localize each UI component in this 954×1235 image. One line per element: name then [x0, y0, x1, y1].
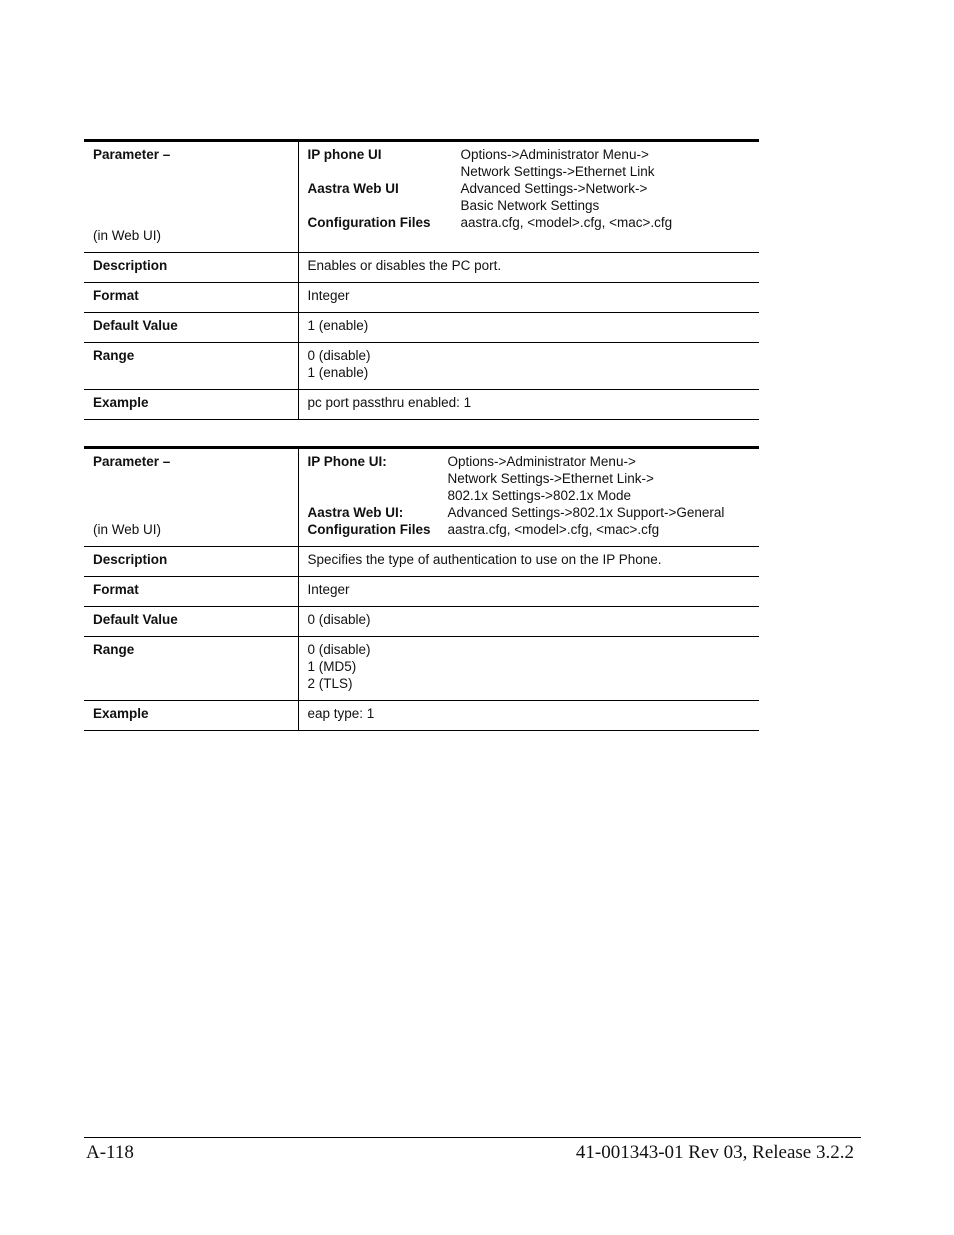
- locations-cell: [298, 448, 759, 547]
- range-row: [84, 637, 759, 701]
- parameter-row: [84, 448, 759, 547]
- default-value-row: [84, 313, 759, 343]
- row-value: [298, 283, 759, 313]
- row-value: [298, 547, 759, 577]
- row-label: Format: [84, 577, 298, 607]
- location-line: 802.1x Settings->802.1x Mode: [447, 488, 631, 503]
- row-value: [298, 607, 759, 637]
- example-row: [84, 701, 759, 731]
- row-value: [298, 701, 759, 731]
- row-line: 0 (disable): [307, 612, 371, 627]
- location-key: Aastra Web UI: [307, 181, 399, 196]
- parameter-row: [84, 141, 759, 253]
- locations-grid: [308, 146, 754, 231]
- row-value: [298, 343, 759, 390]
- row-label: Example: [84, 701, 298, 731]
- row-line: 1 (MD5): [307, 659, 357, 674]
- location-line: Advanced Settings->Network->: [460, 181, 648, 196]
- parameter-note: (in Web UI): [93, 228, 162, 243]
- example-row: [84, 390, 759, 420]
- row-line: Specifies the type of authentication to use on the IP Phone.: [307, 552, 662, 567]
- parameter-label-cell: [84, 141, 298, 253]
- locations-grid: [308, 453, 754, 538]
- row-line: 1 (enable): [307, 365, 369, 380]
- format-row: [84, 283, 759, 313]
- row-label: Format: [84, 283, 298, 313]
- row-label: Example: [84, 390, 298, 420]
- location-line: aastra.cfg, <model>.cfg, <mac>.cfg: [447, 522, 660, 537]
- location-key: IP phone UI: [307, 147, 382, 162]
- location-line: Options->Administrator Menu->: [460, 147, 649, 162]
- location-key: IP Phone UI:: [307, 454, 387, 469]
- row-label: Description: [84, 547, 298, 577]
- row-label: Default Value: [84, 313, 298, 343]
- row-line: eap type: 1: [307, 706, 375, 721]
- location-line: Basic Network Settings: [460, 198, 600, 213]
- row-line: Enables or disables the PC port.: [307, 258, 502, 273]
- parameter-label: Parameter –: [93, 147, 171, 162]
- description-row: [84, 253, 759, 283]
- location-value: [448, 504, 754, 521]
- page-number: A-118: [86, 1142, 134, 1163]
- range-row: [84, 343, 759, 390]
- location-line: Network Settings->Ethernet Link: [460, 164, 655, 179]
- row-line: 1 (enable): [307, 318, 369, 333]
- row-label: Default Value: [84, 607, 298, 637]
- location-key: Aastra Web UI:: [307, 505, 404, 520]
- location-value: [461, 146, 754, 180]
- row-line: Integer: [307, 582, 350, 597]
- location-line: Advanced Settings->802.1x Support->General: [447, 505, 725, 520]
- document-id: 41-001343-01 Rev 03, Release 3.2.2: [575, 1142, 854, 1163]
- location-value: [461, 180, 754, 214]
- location-value: [448, 521, 754, 538]
- row-value: [298, 390, 759, 420]
- row-line: 0 (disable): [307, 642, 371, 657]
- row-value: [298, 637, 759, 701]
- row-label: Description: [84, 253, 298, 283]
- location-line: aastra.cfg, <model>.cfg, <mac>.cfg: [460, 215, 673, 230]
- row-line: 2 (TLS): [307, 676, 353, 691]
- row-label: Range: [84, 637, 298, 701]
- location-value: [461, 214, 754, 231]
- parameter-table-pc-port: [84, 139, 759, 420]
- location-key: Configuration Files: [307, 215, 431, 230]
- row-label: Range: [84, 343, 298, 390]
- row-line: 0 (disable): [307, 348, 371, 363]
- row-line: Integer: [307, 288, 350, 303]
- location-key: Configuration Files: [307, 522, 431, 537]
- format-row: [84, 577, 759, 607]
- parameter-label: Parameter –: [93, 454, 171, 469]
- parameter-label-cell: [84, 448, 298, 547]
- description-row: [84, 547, 759, 577]
- locations-cell: [298, 141, 759, 253]
- row-value: [298, 577, 759, 607]
- location-value: [448, 453, 754, 504]
- location-line: Options->Administrator Menu->: [447, 454, 636, 469]
- parameter-note: (in Web UI): [93, 522, 162, 537]
- row-value: [298, 313, 759, 343]
- default-value-row: [84, 607, 759, 637]
- footer-rule: [84, 1137, 861, 1138]
- parameter-table-eap-type: [84, 446, 759, 731]
- row-value: [298, 253, 759, 283]
- location-line: Network Settings->Ethernet Link->: [447, 471, 654, 486]
- row-line: pc port passthru enabled: 1: [307, 395, 472, 410]
